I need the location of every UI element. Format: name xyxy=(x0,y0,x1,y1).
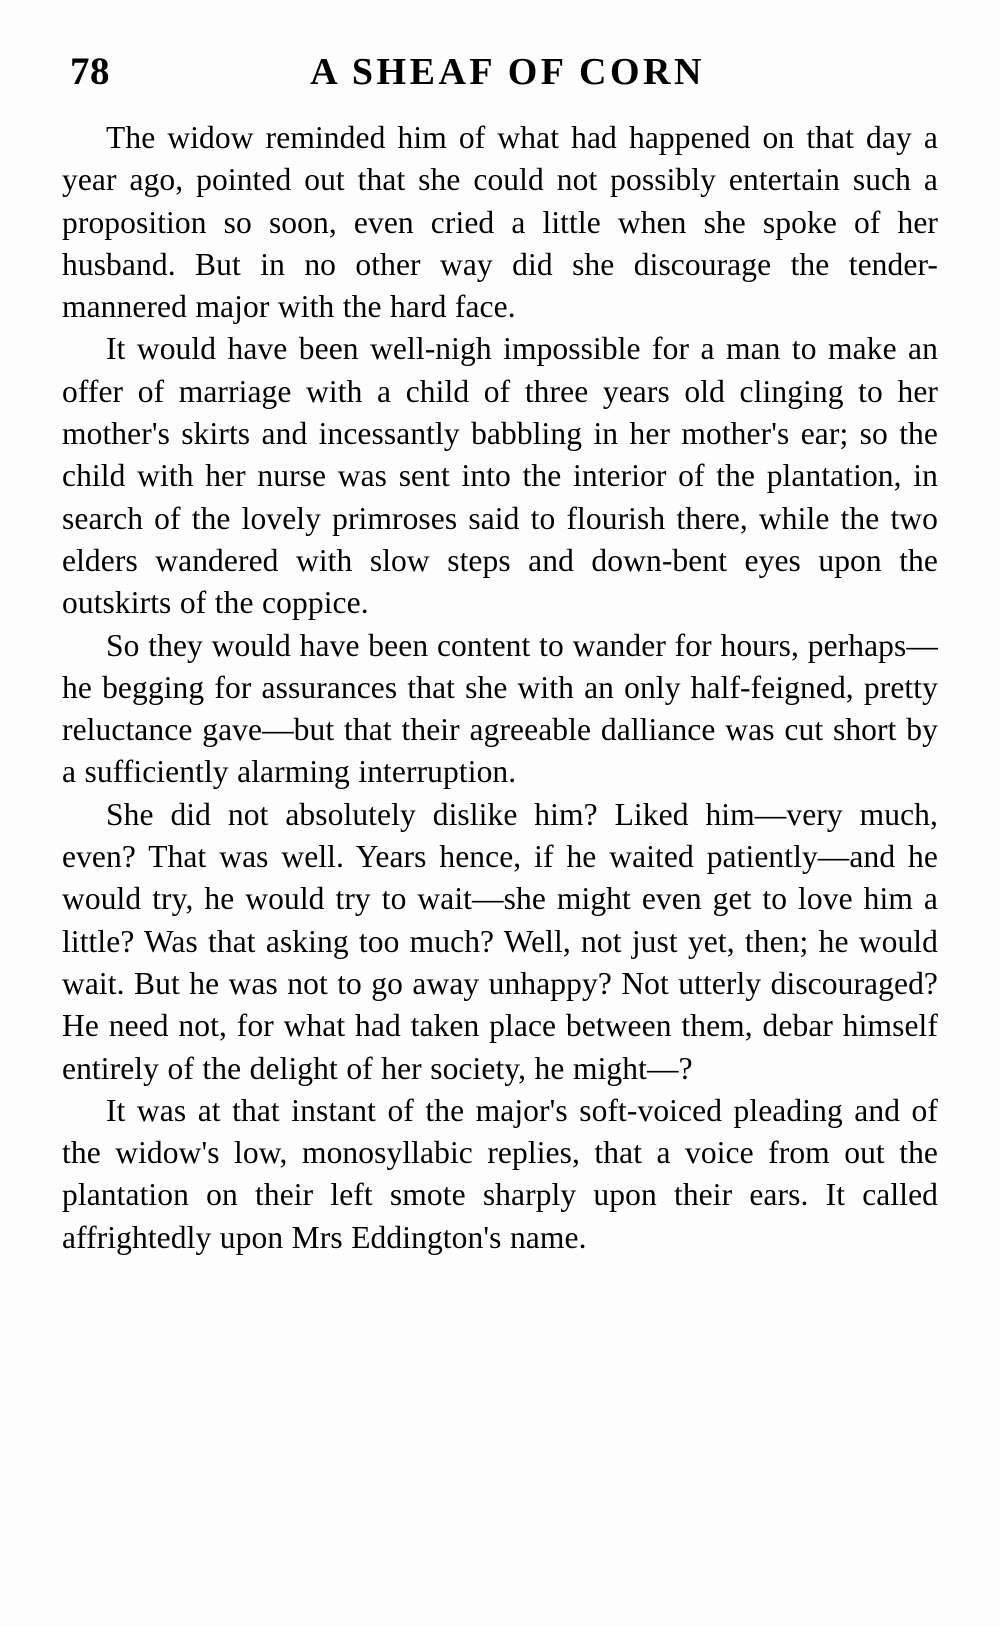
page-header xyxy=(62,52,938,91)
running-head-title: A SHEAF OF CORN xyxy=(310,51,705,93)
paragraph: It would have been well-nigh impossible for a man to make an offer of marriage with a child of three years old clinging to her mother's skirts and incessantly babbling in her mother's ear; so the child with her nurse was sent into the interior of the plantation, in search of the lovely primroses said to flourish there, while the two elders wandered with slow steps and down-bent eyes upon the outskirts of the coppice. xyxy=(62,331,938,621)
paragraph: She did not absolutely dislike him? Liked him—very much, even? That was well. Years hence, if he waited patiently—and he would try, he would try to wait—she might even get to love him a little? Was that asking too much? Well, not just yet, then; he would wait. But he was not to go away unhappy? Not utterly discouraged? He need not, for what had taken place between them, debar himself entirely of the delight of her society, he might—? xyxy=(62,796,938,1086)
paragraph: So they would have been content to wander for hours, perhaps—he begging for assurances that she with an only half-feigned, pretty reluctance gave—but that their agreeable dalliance was cut short by a sufficiently alarming interruption. xyxy=(62,627,938,790)
paragraph: It was at that instant of the major's soft-voiced pleading and of the widow's low, monosyllabic replies, that a voice from out the plantation on their left smote sharply upon their ears. It called affrightedly upon Mrs Eddington's name. xyxy=(62,1092,938,1255)
paragraph: The widow reminded him of what had happened on that day a year ago, pointed out that she could not possibly entertain such a proposition so soon, even cried a little when she spoke of her husband. But in no other way did she discourage the tender-mannered major with the hard face. xyxy=(62,120,938,325)
page-number: 78 xyxy=(70,50,110,93)
page-body xyxy=(62,117,938,1259)
